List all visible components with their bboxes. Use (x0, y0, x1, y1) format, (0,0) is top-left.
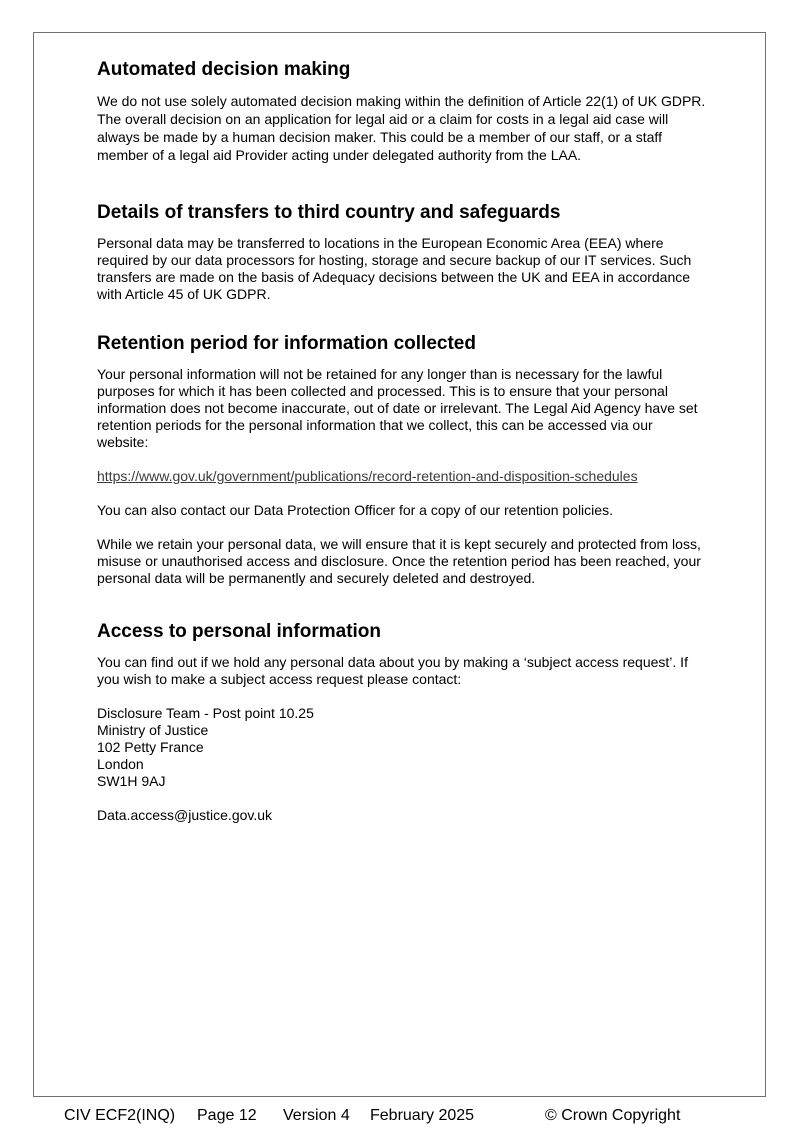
heading-access: Access to personal information (97, 621, 382, 642)
address-line-2: Ministry of Justice (97, 722, 209, 738)
heading-transfers: Details of transfers to third country and safeguards (97, 202, 561, 223)
paragraph-transfers: Personal data may be transferred to locations in the European Economic Area (EEA) where required by our data processors for hosting, storage and secure backup of our IT services. Such transfers are made on the basis of Adequacy decisions between the UK and EEA in accordance with Article 45 of UK GDPR. (97, 235, 692, 302)
address-line-5: SW1H 9AJ (97, 773, 166, 789)
paragraph-retention-contact: You can also contact our Data Protection Officer for a copy of our retention policies. (97, 502, 613, 518)
footer-date: February 2025 (370, 1107, 475, 1124)
section-automated-decision-making (97, 58, 707, 164)
page-footer (0, 1106, 800, 1126)
footer-version: Version 4 (283, 1107, 350, 1124)
paragraph-retention-security: While we retain your personal data, we will ensure that it is kept securely and protected from loss, misuse or unauthorised access and disclosure. Once the retention period has been reached, your personal data will be permanently and securely deleted and destroyed. (97, 536, 701, 586)
footer-copyright: © Crown Copyright (545, 1107, 681, 1124)
footer-page-number: Page 12 (197, 1107, 257, 1124)
address-line-4: London (97, 756, 144, 772)
paragraph-access: You can find out if we hold any personal data about you by making a ‘subject access request’. If you wish to make a subject access request please contact: (97, 654, 688, 687)
postal-address (97, 705, 707, 790)
paragraph-automated-decision-making: We do not use solely automated decision making within the definition of Article 22(1) of UK GDPR. The overall decision on an application for legal aid or a claim for costs in a legal aid case will always be made by a human decision maker. This could be a member of our staff, or a staff member of a legal aid Provider acting under delegated authority from the LAA. (97, 93, 706, 163)
heading-automated-decision-making: Automated decision making (97, 59, 351, 80)
section-access (97, 620, 707, 824)
section-retention (97, 332, 707, 587)
retention-link-paragraph (97, 468, 707, 485)
address-line-1: Disclosure Team - Post point 10.25 (97, 705, 314, 721)
address-line-3: 102 Petty France (97, 739, 204, 755)
paragraph-retention-intro: Your personal information will not be retained for any longer than is necessary for the lawful purposes for which it has been collected and processed. This is to ensure that your personal information does not become inaccurate, out of date or irrelevant. The Legal Aid Agency have set retention periods for the personal information that we collect, this can be accessed via our website: (97, 366, 698, 450)
heading-retention: Retention period for information collected (97, 333, 476, 354)
footer-form-code: CIV ECF2(INQ) (64, 1107, 176, 1124)
contact-email[interactable]: Data.access@justice.gov.uk (97, 807, 273, 823)
retention-schedules-link[interactable]: https://www.gov.uk/government/publications/record-retention-and-disposition-schedules (97, 468, 638, 484)
section-transfers (97, 201, 707, 303)
